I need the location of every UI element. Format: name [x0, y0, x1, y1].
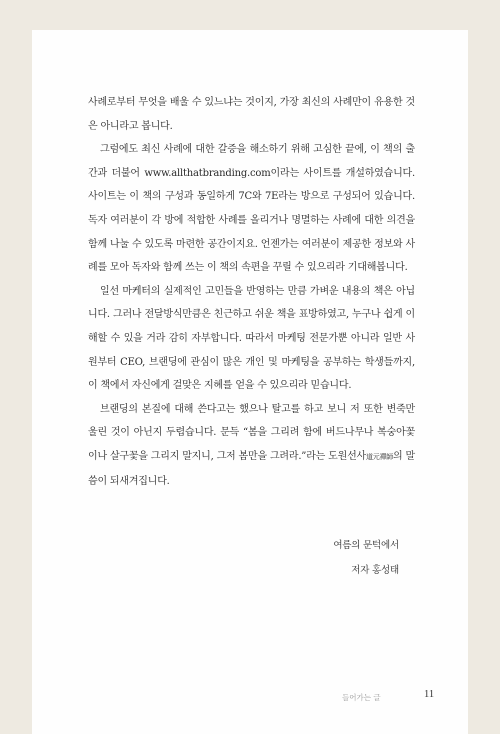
paragraph-text: 브랜딩의 본질에 대해 쓴다고는 했으나 탈고를 하고 보니 저 또한 변죽만 울린 것이 아닌지 두렵습니다. 문득 “봄을 그리려 함에 버드나무나 복숭아꽃이나 살구꽃을 그리지 말지니, 그저 봄만을 그려라.”라는 도원선사 [88, 403, 415, 462]
paragraph: 일선 마케터의 실제적인 고민들을 반영하는 만큼 가벼운 내용의 책은 아닙니다. 그러나 전달방식만큼은 친근하고 쉬운 책을 표방하였고, 누구나 쉽게 이해할 수 있을 거라 감히 자부합니다. 따라서 마케팅 전문가뿐 아니라 일반 사원부터 CEO, 브랜딩에 관심이 많은 개인 및 마케팅을 공부하는 학생들까지, 이 책에서 자신에게 걸맞은 지혜를 얻을 수 있으리라 믿습니다. [88, 285, 415, 392]
book-page [32, 30, 468, 734]
hanja-annotation: 道元禪師 [366, 452, 394, 461]
paragraph-tail: 의 말씀이 되새겨집니다. [88, 450, 415, 487]
paragraph [88, 398, 415, 493]
page-number: 11 [424, 689, 435, 700]
paragraph: 그럼에도 최신 사례에 대한 갈증을 해소하기 위해 고심한 끝에, 이 책의 출간과 더불어 www.allthatbranding.com이라는 사이트를 개설하였습니다. 사이트는 이 책의 구성과 동일하게 7C와 7E라는 방으로 구성되어 있습니다. 독자 여러분이 각 방에 적합한 사례를 올리거나 명멸하는 사례에 대한 의견을 함께 나눌 수 있도록 마련한 공간이지요. 언젠가는 여러분이 제공한 정보와 사례를 모아 독자와 함께 쓰는 이 책의 속편을 꾸릴 수 있으리라 기대해봅니다. [88, 144, 415, 274]
signature-author: 저자 홍성태 [351, 565, 399, 576]
body-text [88, 91, 415, 493]
paragraph: 사례로부터 무엇을 배울 수 있느냐는 것이지, 가장 최신의 사례만이 유용한 것은 아니라고 봅니다. [88, 97, 415, 132]
signature-place: 여름의 문턱에서 [333, 540, 399, 551]
running-title: 들어가는 글 [342, 693, 381, 702]
